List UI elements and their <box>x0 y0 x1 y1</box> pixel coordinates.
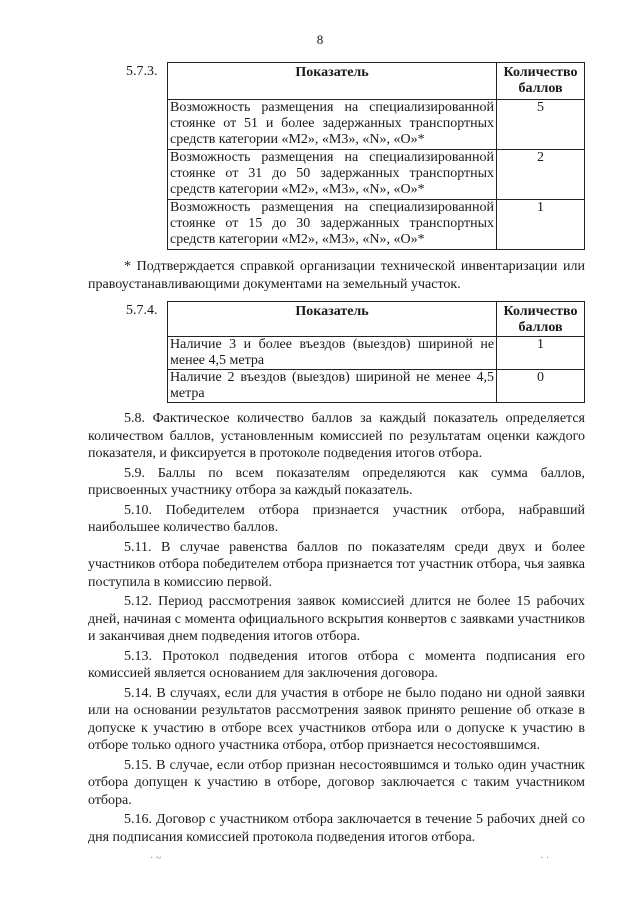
paragraph-5-10: 5.10. Победителем отбора признается участник отбора, набравший наибольшее количество баллов. <box>88 502 585 535</box>
paragraph-5-8: 5.8. Фактическое количество баллов за каждый показатель определяется количеством баллов, установленным комиссией по результатам оценки каждого показателя, и фиксируется в протоколе подведения итогов отбора. <box>88 411 585 461</box>
scoring-table-5-7-3 <box>167 62 585 250</box>
scan-artifact: · · <box>540 853 550 864</box>
paragraph-5-12: 5.12. Период рассмотрения заявок комиссией длится не более 15 рабочих дней, начиная с момента официального вскрытия конвертов с заявками участников и заканчивая днем подведения итогов отбора. <box>88 594 585 644</box>
points-cell: 5 <box>497 100 585 150</box>
table-row <box>168 150 585 200</box>
section-number-5-7-4: 5.7.4. <box>126 303 158 318</box>
scan-artifact: · ~ <box>150 853 162 864</box>
section-number-5-7-3: 5.7.3. <box>126 64 158 79</box>
header-points: Количество баллов <box>497 302 585 337</box>
paragraph-5-15: 5.15. В случае, если отбор признан несостоявшимся и только один участник отбора допущен к участию в отборе, договор заключается с таким участником отбора. <box>88 757 585 808</box>
paragraph-5-14: 5.14. В случаях, если для участия в отборе не было подано ни одной заявки или на основании результатов рассмотрения заявок принято решение об отказе в допуске к участию в отборе всех участников отбора или о допуске к участию в отборе только одного участника отбора, отбор признается несостоявшимся. <box>88 685 585 753</box>
scoring-table-5-7-4 <box>167 301 585 403</box>
table-header-row <box>168 302 585 337</box>
page-number: 8 <box>316 32 324 47</box>
header-indicator: Показатель <box>168 63 497 100</box>
header-indicator: Показатель <box>168 302 497 337</box>
table-row <box>168 337 585 370</box>
condition-cell: Возможность размещения на специализированной стоянке от 51 и более задержанных транспортных средств категории «М2», «М3», «N», «О»* <box>168 100 497 150</box>
points-cell: 0 <box>497 370 585 403</box>
table-row <box>168 100 585 150</box>
table-row <box>168 370 585 403</box>
condition-cell: Наличие 2 въездов (выездов) шириной не менее 4,5 метра <box>168 370 497 403</box>
condition-cell: Возможность размещения на специализированной стоянке от 31 до 50 задержанных транспортных средств категории «М2», «М3», «N», «О»* <box>168 150 497 200</box>
points-cell: 1 <box>497 337 585 370</box>
paragraph-5-9: 5.9. Баллы по всем показателям определяются как сумма баллов, присвоенных участнику отбора за каждый показатель. <box>88 465 585 498</box>
paragraph-5-13: 5.13. Протокол подведения итогов отбора с момента подписания его комиссией является основанием для заключения договора. <box>88 648 585 681</box>
condition-cell: Возможность размещения на специализированной стоянке от 15 до 30 задержанных транспортных средств категории «М2», «М3», «N», «О»* <box>168 200 497 250</box>
table-header-row <box>168 63 585 100</box>
paragraph-5-11: 5.11. В случае равенства баллов по показателям среди двух и более участников отбора победителем отбора признается тот участник отбора, чья заявка поступила в комиссию первой. <box>88 539 585 590</box>
footnote: * Подтверждается справкой организации технической инвентаризации или правоустанавливающими документами на земельный участок. <box>88 259 585 292</box>
points-cell: 1 <box>497 200 585 250</box>
header-points: Количество баллов <box>497 63 585 100</box>
body-text <box>88 410 585 848</box>
table-row <box>168 200 585 250</box>
points-cell: 2 <box>497 150 585 200</box>
paragraph-5-16: 5.16. Договор с участником отбора заключается в течение 5 рабочих дней со дня подписания комиссией протокола подведения итогов отбора. <box>88 812 585 845</box>
condition-cell: Наличие 3 и более въездов (выездов) шириной не менее 4,5 метра <box>168 337 497 370</box>
